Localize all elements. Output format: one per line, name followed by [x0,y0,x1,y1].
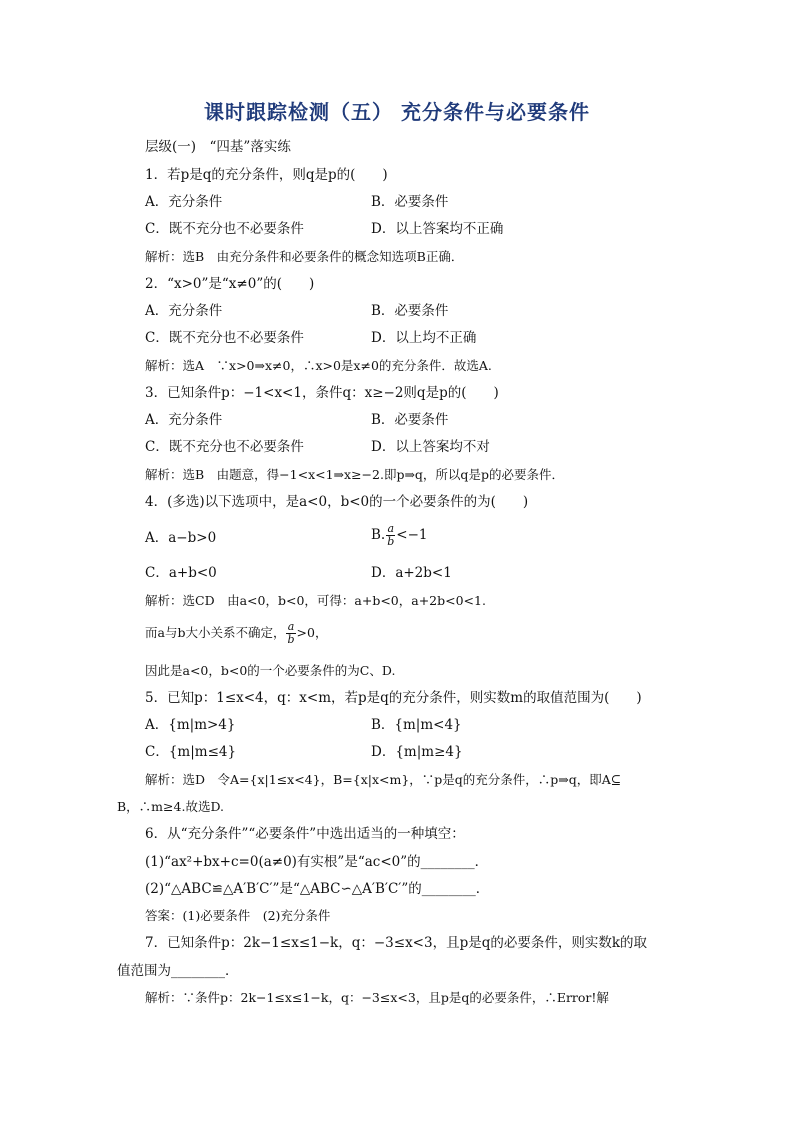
q6-stem: 6．从“充分条件”“必要条件”中选出适当的一种填空： [145,826,465,842]
q1-option-c: C．既不充分也不必要条件 [145,221,304,237]
q4-option-a: A．a−b>0 [145,530,217,546]
q2-analysis: 解析：选A ∵x>0⇒x≠0，∴x>0是x≠0的充分条件．故选A. [145,358,492,373]
q2-option-d: D．以上均不正确 [371,330,477,346]
section-heading: 层级(一) “四基”落实练 [145,139,291,155]
q7-stem-2: 值范围为________． [117,963,239,979]
q4-analysis-3: 因此是a<0，b<0的一个必要条件的为C、D. [145,663,396,678]
q3-option-b: B．必要条件 [371,412,449,428]
q1-option-d: D．以上答案均不正确 [371,221,504,237]
q4-option-b-prefix: B. [371,527,386,543]
q4-stem: 4．(多选)以下选项中，是a<0，b<0的一个必要条件的为( ) [145,494,529,510]
q5-option-a: A．{m|m>4} [145,717,236,733]
q3-option-c: C．既不充分也不必要条件 [145,439,304,455]
fraction-denominator: b [287,633,295,646]
q4-option-d: D．a+2b<1 [371,565,452,581]
q4-analysis-2-suffix: >0， [296,625,328,640]
q2-option-c: C．既不充分也不必要条件 [145,330,304,346]
q5-analysis-2: B，∴m≥4.故选D. [117,799,224,814]
q3-analysis: 解析：选B 由题意，得−1<x<1⇒x≥−2.即p⇒q，所以q是p的必要条件． [145,467,564,482]
q7-stem-1: 7．已知条件p：2k−1≤x≤1−k，q：−3≤x<3，且p是q的必要条件，则实数k的取 [145,935,648,951]
q4-option-b [371,523,427,548]
q4-analysis-fraction [286,621,295,646]
q3-option-a: A．充分条件 [145,412,223,428]
q1-analysis: 解析：选B 由充分条件和必要条件的概念知选项B正确． [145,249,464,264]
fraction-numerator: a [387,522,395,535]
q7-analysis: 解析：∵条件p：2k−1≤x≤1−k，q：−3≤x<3，且p是q的必要条件，∴Error!解 [145,990,609,1005]
q5-option-d: D．{m|m≥4} [371,744,463,760]
fraction-numerator: a [287,620,295,633]
q6-part-1: (1)“ax²+bx+c=0(a≠0)有实根”是“ac<0”的________． [145,854,489,870]
q1-option-b: B．必要条件 [371,194,449,210]
q6-answer: 答案：(1)必要条件 (2)充分条件 [145,908,331,923]
q1-option-a: A．充分条件 [145,194,223,210]
q4-option-b-fraction [386,523,395,548]
q1-stem: 1．若p是q的充分条件，则q是p的( ) [145,167,388,183]
q2-stem: 2．“x>0”是“x≠0”的( ) [145,276,315,292]
q6-part-2: (2)“△ABC≌△A′B′C′”是“△ABC∽△A′B′C′”的________． [145,881,490,897]
q5-option-b: B．{m|m<4} [371,717,462,733]
q2-option-b: B．必要条件 [371,303,449,319]
q3-stem: 3．已知条件p：−1<x<1，条件q：x≥−2则q是p的( ) [145,385,499,401]
q4-option-b-suffix: <−1 [396,527,428,543]
q4-analysis-2-prefix: 而a与b大小关系不确定， [145,625,286,640]
q4-analysis-1: 解析：选CD 由a<0，b<0，可得：a+b<0，a+2b<0<1. [145,593,486,608]
q3-option-d: D．以上答案均不对 [371,439,490,455]
q5-analysis-1: 解析：选D 令A={x|1≤x<4}，B={x|x<m}，∵p是q的充分条件，∴p⇒q，即A⊆ [145,772,622,787]
fraction-denominator: b [387,535,395,548]
q2-option-a: A．充分条件 [145,303,223,319]
q5-stem: 5．已知p：1≤x<4，q：x<m，若p是q的充分条件，则实数m的取值范围为( ) [145,690,642,706]
q5-option-c: C．{m|m≤4} [145,744,237,760]
q4-option-c: C．a+b<0 [145,565,217,581]
q4-analysis-2 [145,621,327,646]
page-title: 课时跟踪检测（五） 充分条件与必要条件 [204,100,590,124]
